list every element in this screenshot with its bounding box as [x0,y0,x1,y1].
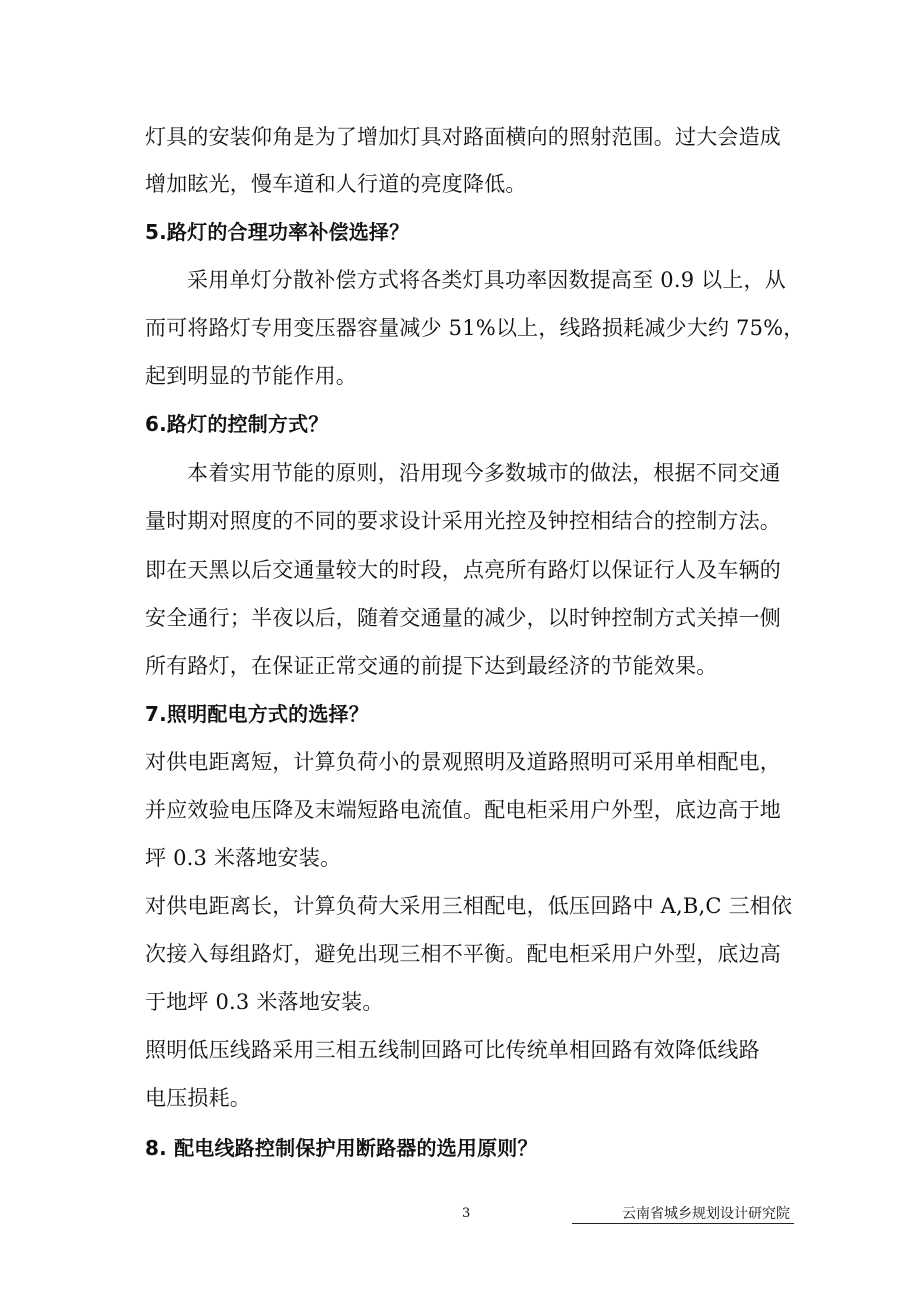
body-line: 于地坪 0.3 米落地安装。 [145,990,384,1014]
body-line: 对供电距离长，计算负荷大采用三相配电，低压回路中 A,B,C 三相依 [145,894,793,918]
section-heading: 8. 配电线路控制保护用断路器的选用原则？ [145,1136,538,1160]
body-line: 量时期对照度的不同的要求设计采用光控及钟控相结合的控制方法。 [145,509,781,533]
body-line: 采用单灯分散补偿方式将各类灯具功率因数提高至 0.9 以上，从 [187,268,786,292]
body-line: 而可将路灯专用变压器容量减少 51%以上，线路损耗减少大约 75%， [145,316,805,340]
body-line: 坪 0.3 米落地安装。 [145,846,342,870]
body-line: 照明低压线路采用三相五线制回路可比传统单相回路有效降低线路 [145,1038,760,1062]
body-line: 灯具的安装仰角是为了增加灯具对路面横向的照射范围。过大会造成 [145,125,781,149]
section-heading: 5.路灯的合理功率补偿选择？ [145,220,410,244]
body-line: 增加眩光，慢车道和人行道的亮度降低。 [145,172,527,196]
footer-rule [572,1223,794,1224]
body-line: 所有路灯，在保证正常交通的前提下达到最经济的节能效果。 [145,654,718,678]
page-number: 3 [462,1206,471,1221]
body-line: 次接入每组路灯，避免出现三相不平衡。配电柜采用户外型，底边高 [145,942,781,966]
body-line: 对供电距离短，计算负荷小的景观照明及道路照明可采用单相配电， [145,750,781,774]
body-line: 安全通行；半夜以后，随着交通量的减少，以时钟控制方式关掉一侧 [145,606,781,630]
footer-organization: 云南省城乡规划设计研究院 [622,1206,790,1222]
section-heading: 6.路灯的控制方式？ [145,412,329,436]
body-line: 本着实用节能的原则，沿用现今多数城市的做法，根据不同交通 [187,461,781,485]
section-heading: 7.照明配电方式的选择？ [145,702,369,726]
body-line: 电压损耗。 [145,1086,251,1110]
body-line: 并应效验电压降及末端短路电流值。配电柜采用户外型，底边高于地 [145,798,781,822]
body-line: 起到明显的节能作用。 [145,364,357,388]
body-line: 即在天黑以后交通量较大的时段，点亮所有路灯以保证行人及车辆的 [145,558,781,582]
